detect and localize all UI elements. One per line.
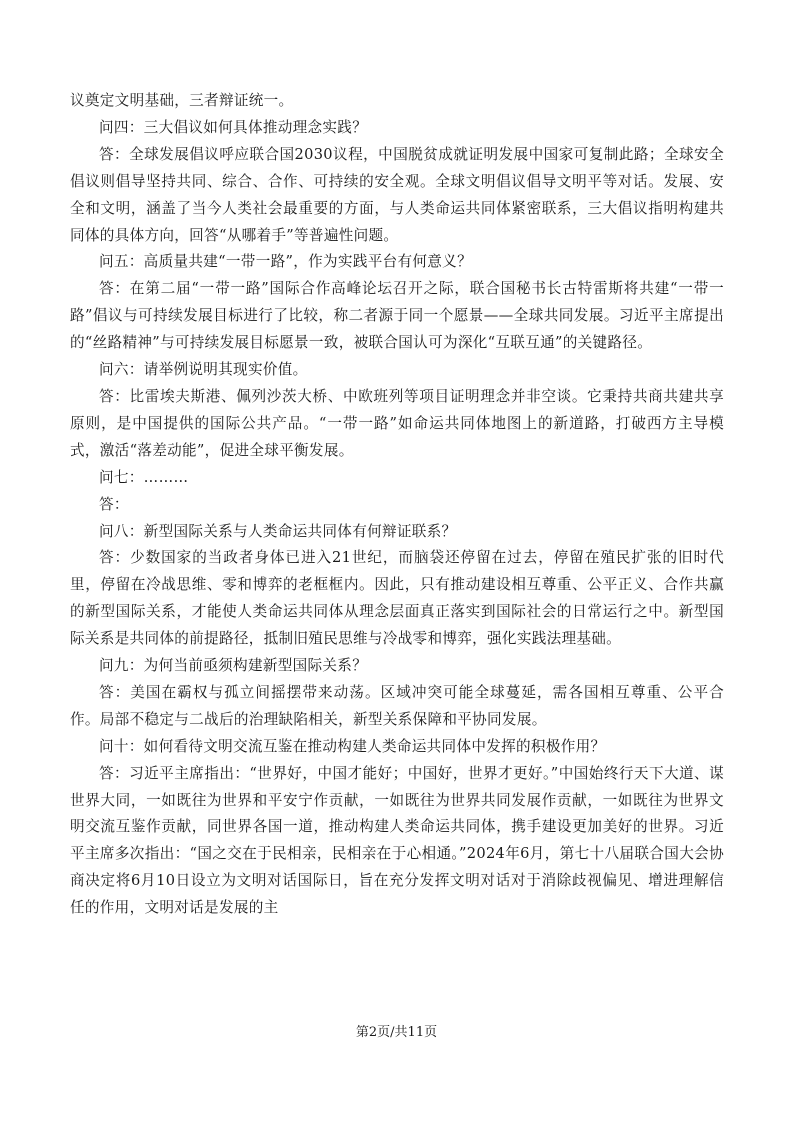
question-heading: 问十：如何看待文明交流互鉴在推动构建人类命运共同体中发挥的积极作用？ [99,737,606,755]
paragraph: 议奠定文明基础，三者辩证统一。 [70,92,294,109]
question-heading: 问九：为何当前亟须构建新型国际关系？ [99,657,368,675]
answer-paragraph: 答：比雷埃夫斯港、佩列沙茨大桥、中欧班列等项目证明理念并非空谈。它秉持共商共建共享原则，是中国提供的国际公共产品。“一带一路”如命运共同体地图上的新道路，打破西方主导模式，激活“落差动能”，促进全球平衡发展。 [70,387,724,459]
question-heading: 问四：三大倡议如何具体推动理念实践？ [99,118,368,136]
question-heading: 问七：……… [99,468,189,486]
answer-paragraph: 答：习近平主席指出：“世界好，中国才能好；中国好，世界才更好。”中国始终行天下大道、谋世界大同，一如既往为世界和平安宁作贡献，一如既往为世界共同发展作贡献，一如既往为世界文明交流互鉴作贡献，同世界各国一道，推动构建人类命运共同体，携手建设更加美好的世界。习近平主席多次指出：“国之交在于民相亲，民相亲在于心相通。”2024年6月，第七十八届联合国大会协商决定将6月10日设立为文明对话国际日，旨在充分发挥文明对话对于消除歧视偏见、增进理解信任的作用，文明对话是发展的主 [70,764,724,917]
answer-paragraph: 答：在第二届“一带一路”国际合作高峰论坛召开之际，联合国秘书长古特雷斯将共建“一带一路”倡议与可持续发展目标进行了比较，称二者源于同一个愿景——全球共同发展。习近平主席提出的“丝路精神”与可持续发展目标愿景一致，被联合国认可为深化“互联互通”的关键路径。 [70,280,724,352]
answer-paragraph: 答：美国在霸权与孤立间摇摆带来动荡。区域冲突可能全球蔓延，需各国相互尊重、公平合作。局部不稳定与二战后的治理缺陷相关，新型关系保障和平协同发展。 [70,683,724,728]
answer-paragraph: 答：少数国家的当政者身体已进入21世纪，而脑袋还停留在过去，停留在殖民扩张的旧时代里，停留在冷战思维、零和博弈的老框框内。因此，只有推动建设相互尊重、公平正义、合作共赢的新型国际关系，才能使人类命运共同体从理念层面真正落实到国际社会的日常运行之中。新型国际关系是共同体的前提路径，抵制旧殖民思维与冷战零和博弈，强化实践法理基础。 [70,549,724,648]
question-heading: 问八：新型国际关系与人类命运共同体有何辩证联系？ [99,522,457,540]
answer-paragraph: 答：全球发展倡议呼应联合国2030议程，中国脱贫成就证明发展中国家可复制此路；全球安全倡议则倡导坚持共同、综合、合作、可持续的安全观。全球文明倡议倡导文明平等对话。发展、安全和文明，涵盖了当今人类社会最重要的方面，与人类命运共同体紧密联系，三大倡议指明构建共同体的具体方向，回答“从哪着手”等普遍性问题。 [70,145,724,244]
question-heading: 问五：高质量共建“一带一路”，作为实践平台有何意义？ [99,253,472,271]
question-heading: 问六：请举例说明其现实价值。 [99,361,308,379]
body-text [70,88,724,922]
answer-paragraph: 答： [99,495,129,513]
page-number: 第2页/共11页 [355,1025,438,1040]
